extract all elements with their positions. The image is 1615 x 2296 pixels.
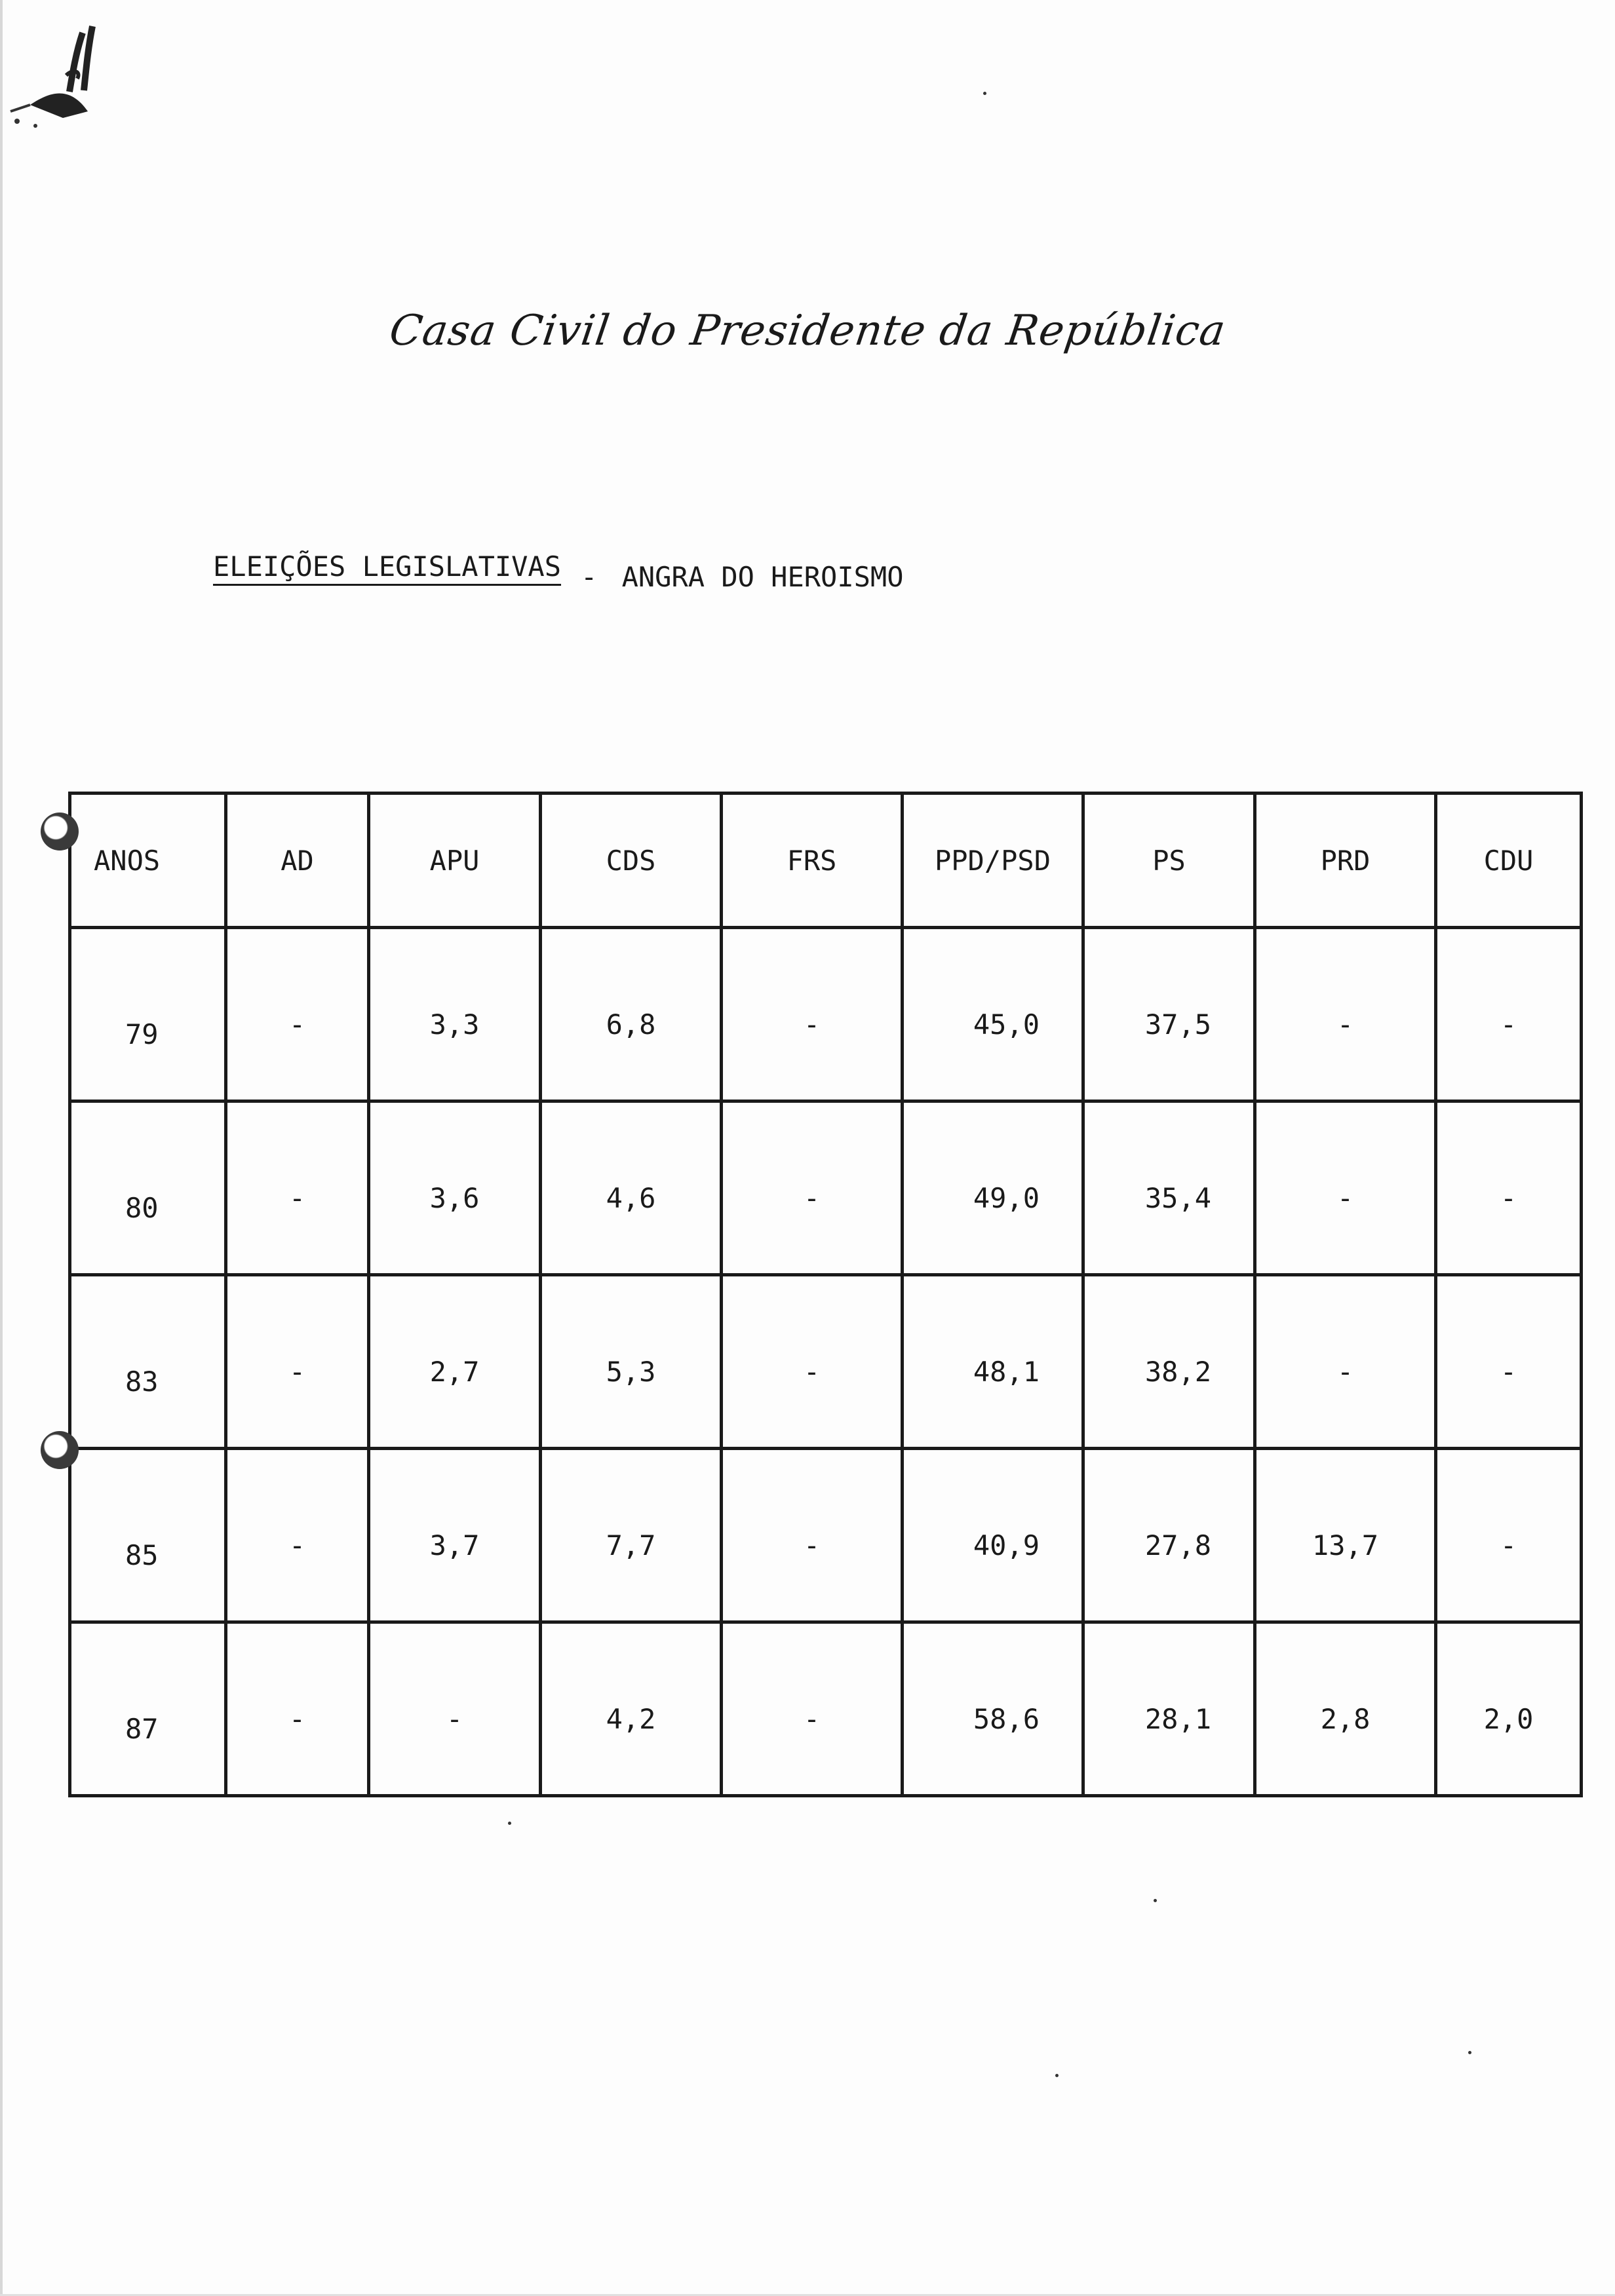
scan-speck: [1154, 1899, 1157, 1902]
table-cell: 48,1: [903, 1275, 1083, 1449]
table-cell: 3,7: [369, 1449, 541, 1622]
table-cell: 3,6: [369, 1101, 541, 1275]
table-cell: -: [226, 928, 369, 1101]
results-table-wrapper: [68, 792, 1580, 1745]
heading-place: ANGRA DO HEROISMO: [621, 561, 904, 593]
table-cell: 7,7: [541, 1449, 722, 1622]
table-cell: -: [226, 1101, 369, 1275]
table-cell: 49,0: [903, 1101, 1083, 1275]
handwritten-mark: [4, 13, 102, 131]
column-header: APU: [369, 794, 541, 928]
year-cell: 85: [70, 1449, 226, 1622]
table-cell: 4,2: [541, 1622, 722, 1796]
table-cell: -: [1255, 1275, 1436, 1449]
column-header: PS: [1083, 794, 1255, 928]
table-cell: -: [1255, 928, 1436, 1101]
column-header: AD: [226, 794, 369, 928]
scan-speck: [1468, 2051, 1471, 2054]
heading-separator: -: [581, 561, 598, 593]
heading-title: ELEIÇÕES LEGISLATIVAS: [213, 550, 562, 583]
letterhead-text: Casa Civil do Presidente da República: [386, 307, 1229, 355]
table-cell: 38,2: [1083, 1275, 1255, 1449]
table-cell: 40,9: [903, 1449, 1083, 1622]
table-row: [70, 1449, 1582, 1622]
punch-hole: [41, 813, 79, 851]
punch-hole: [41, 1431, 79, 1469]
table-row: [70, 928, 1582, 1101]
table-cell: 3,3: [369, 928, 541, 1101]
table-row: [70, 1275, 1582, 1449]
table-cell: 37,5: [1083, 928, 1255, 1101]
column-header: CDS: [541, 794, 722, 928]
table-cell: 35,4: [1083, 1101, 1255, 1275]
document-heading: [213, 550, 904, 593]
table-cell: -: [226, 1449, 369, 1622]
table-cell: -: [722, 1101, 903, 1275]
table-cell: 6,8: [541, 928, 722, 1101]
scan-speck: [1055, 2074, 1059, 2077]
letterhead: [0, 307, 1615, 355]
election-results-table: [68, 792, 1583, 1797]
table-cell: -: [226, 1275, 369, 1449]
table-cell: 13,7: [1255, 1449, 1436, 1622]
table-cell: -: [1436, 1101, 1582, 1275]
table-cell: -: [722, 1449, 903, 1622]
table-cell: -: [722, 1622, 903, 1796]
column-header: CDU: [1436, 794, 1582, 928]
table-cell: 5,3: [541, 1275, 722, 1449]
table-cell: -: [226, 1622, 369, 1796]
table-cell: 2,8: [1255, 1622, 1436, 1796]
table-cell: -: [1255, 1101, 1436, 1275]
table-cell: 2,7: [369, 1275, 541, 1449]
table-cell: 45,0: [903, 928, 1083, 1101]
scan-speck: [983, 92, 986, 95]
table-cell: 58,6: [903, 1622, 1083, 1796]
table-cell: -: [722, 1275, 903, 1449]
table-cell: -: [1436, 1275, 1582, 1449]
table-cell: -: [1436, 1449, 1582, 1622]
year-cell: 83: [70, 1275, 226, 1449]
year-cell: 87: [70, 1622, 226, 1796]
year-cell: 79: [70, 928, 226, 1101]
table-cell: -: [369, 1622, 541, 1796]
table-cell: 4,6: [541, 1101, 722, 1275]
table-row: [70, 1622, 1582, 1796]
table-header-row: [70, 794, 1582, 928]
column-header: FRS: [722, 794, 903, 928]
column-header: ANOS: [70, 794, 226, 928]
column-header: PPD/PSD: [903, 794, 1083, 928]
table-cell: -: [722, 928, 903, 1101]
table-row: [70, 1101, 1582, 1275]
table-cell: 27,8: [1083, 1449, 1255, 1622]
year-cell: 80: [70, 1101, 226, 1275]
scan-speck: [508, 1822, 511, 1825]
table-cell: 28,1: [1083, 1622, 1255, 1796]
table-cell: -: [1436, 928, 1582, 1101]
table-cell: 2,0: [1436, 1622, 1582, 1796]
column-header: PRD: [1255, 794, 1436, 928]
